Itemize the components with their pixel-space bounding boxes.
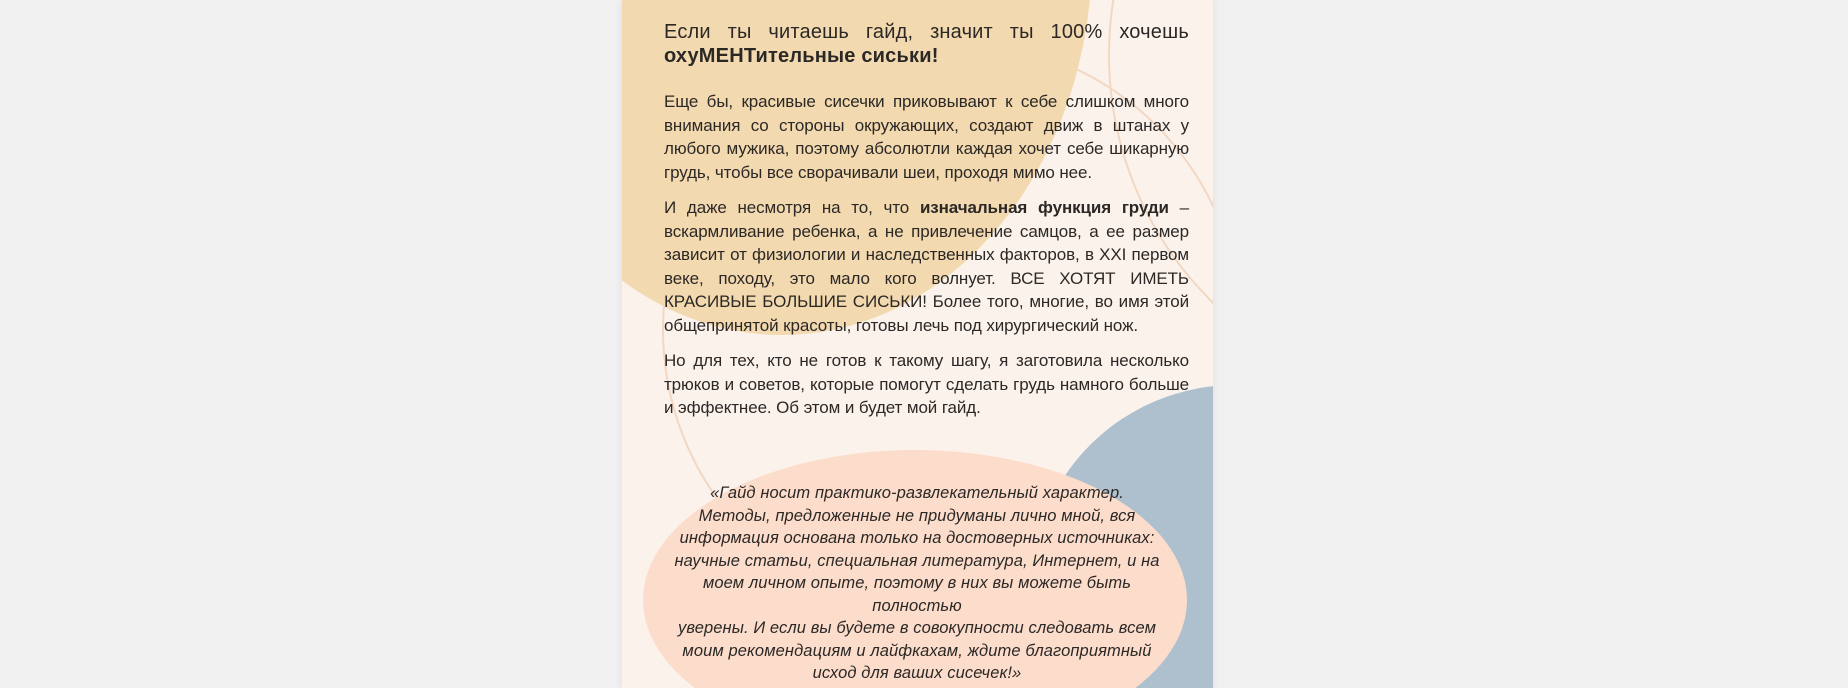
page-content [664,20,1189,420]
page-title [664,20,1189,68]
quote-line: исход для ваших сисечек!» [812,664,1022,682]
title-line-1: Если ты читаешь гайд, значит ты 100% хочешь [664,21,1189,43]
paragraph-2 [664,196,1189,337]
quote-line: Методы, предложенные не придуманы лично мной, вся [698,506,1136,525]
paragraph-2-end: – вскармливание ребенка, а не привлечение самцов, а ее размер зависит от физиологии и наследственных факторов, в XXI первом веке, походу, это мало кого волнует. ВСЕ ХОТЯТ ИМЕТЬ КРАСИВЫЕ БОЛЬШИЕ СИСЬКИ! Более того, многие, во имя этой общепринятой красоты, готовы лечь под хирургический нож. [664,198,1189,335]
paragraph-3: Но для тех, кто не готов к такому шагу, я заготовила несколько трюков и советов, которые помогут сделать грудь намного больше и эффектнее. Об этом и будет мой гайд. [664,351,1189,417]
disclaimer-quote [672,482,1162,685]
paragraph-1: Еще бы, красивые сисечки приковывают к себе слишком много внимания со стороны окружающих, создают движ в штанах у любого мужика, поэтому абсолютли каждая хочет себе шикарную грудь, чтобы все сворачивали шеи, проходя мимо нее. [664,92,1189,182]
quote-line: научные статьи, специальная литература, Интернет, и на [674,551,1160,570]
quote-line: уверены. И если вы будете в совокупности следовать всем [678,619,1156,637]
quote-line: информация основана только на достоверных источниках: [679,529,1155,547]
document-page [622,0,1213,688]
quote-line: моем личном опыте, поэтому в них вы можете быть полностью [702,574,1132,615]
paragraph-2-bold-phrase: изначальная функция груди [919,198,1169,217]
body-text [664,90,1189,420]
quote-line: моим рекомендациям и лайфкахам, ждите благоприятный [682,641,1152,660]
title-line-2: охуМЕНТительные сиськи! [664,45,939,67]
quote-line: «Гайд носит практико-развлекательный характер. [710,484,1124,502]
paragraph-2-start: И даже несмотря на то, что [664,198,920,217]
